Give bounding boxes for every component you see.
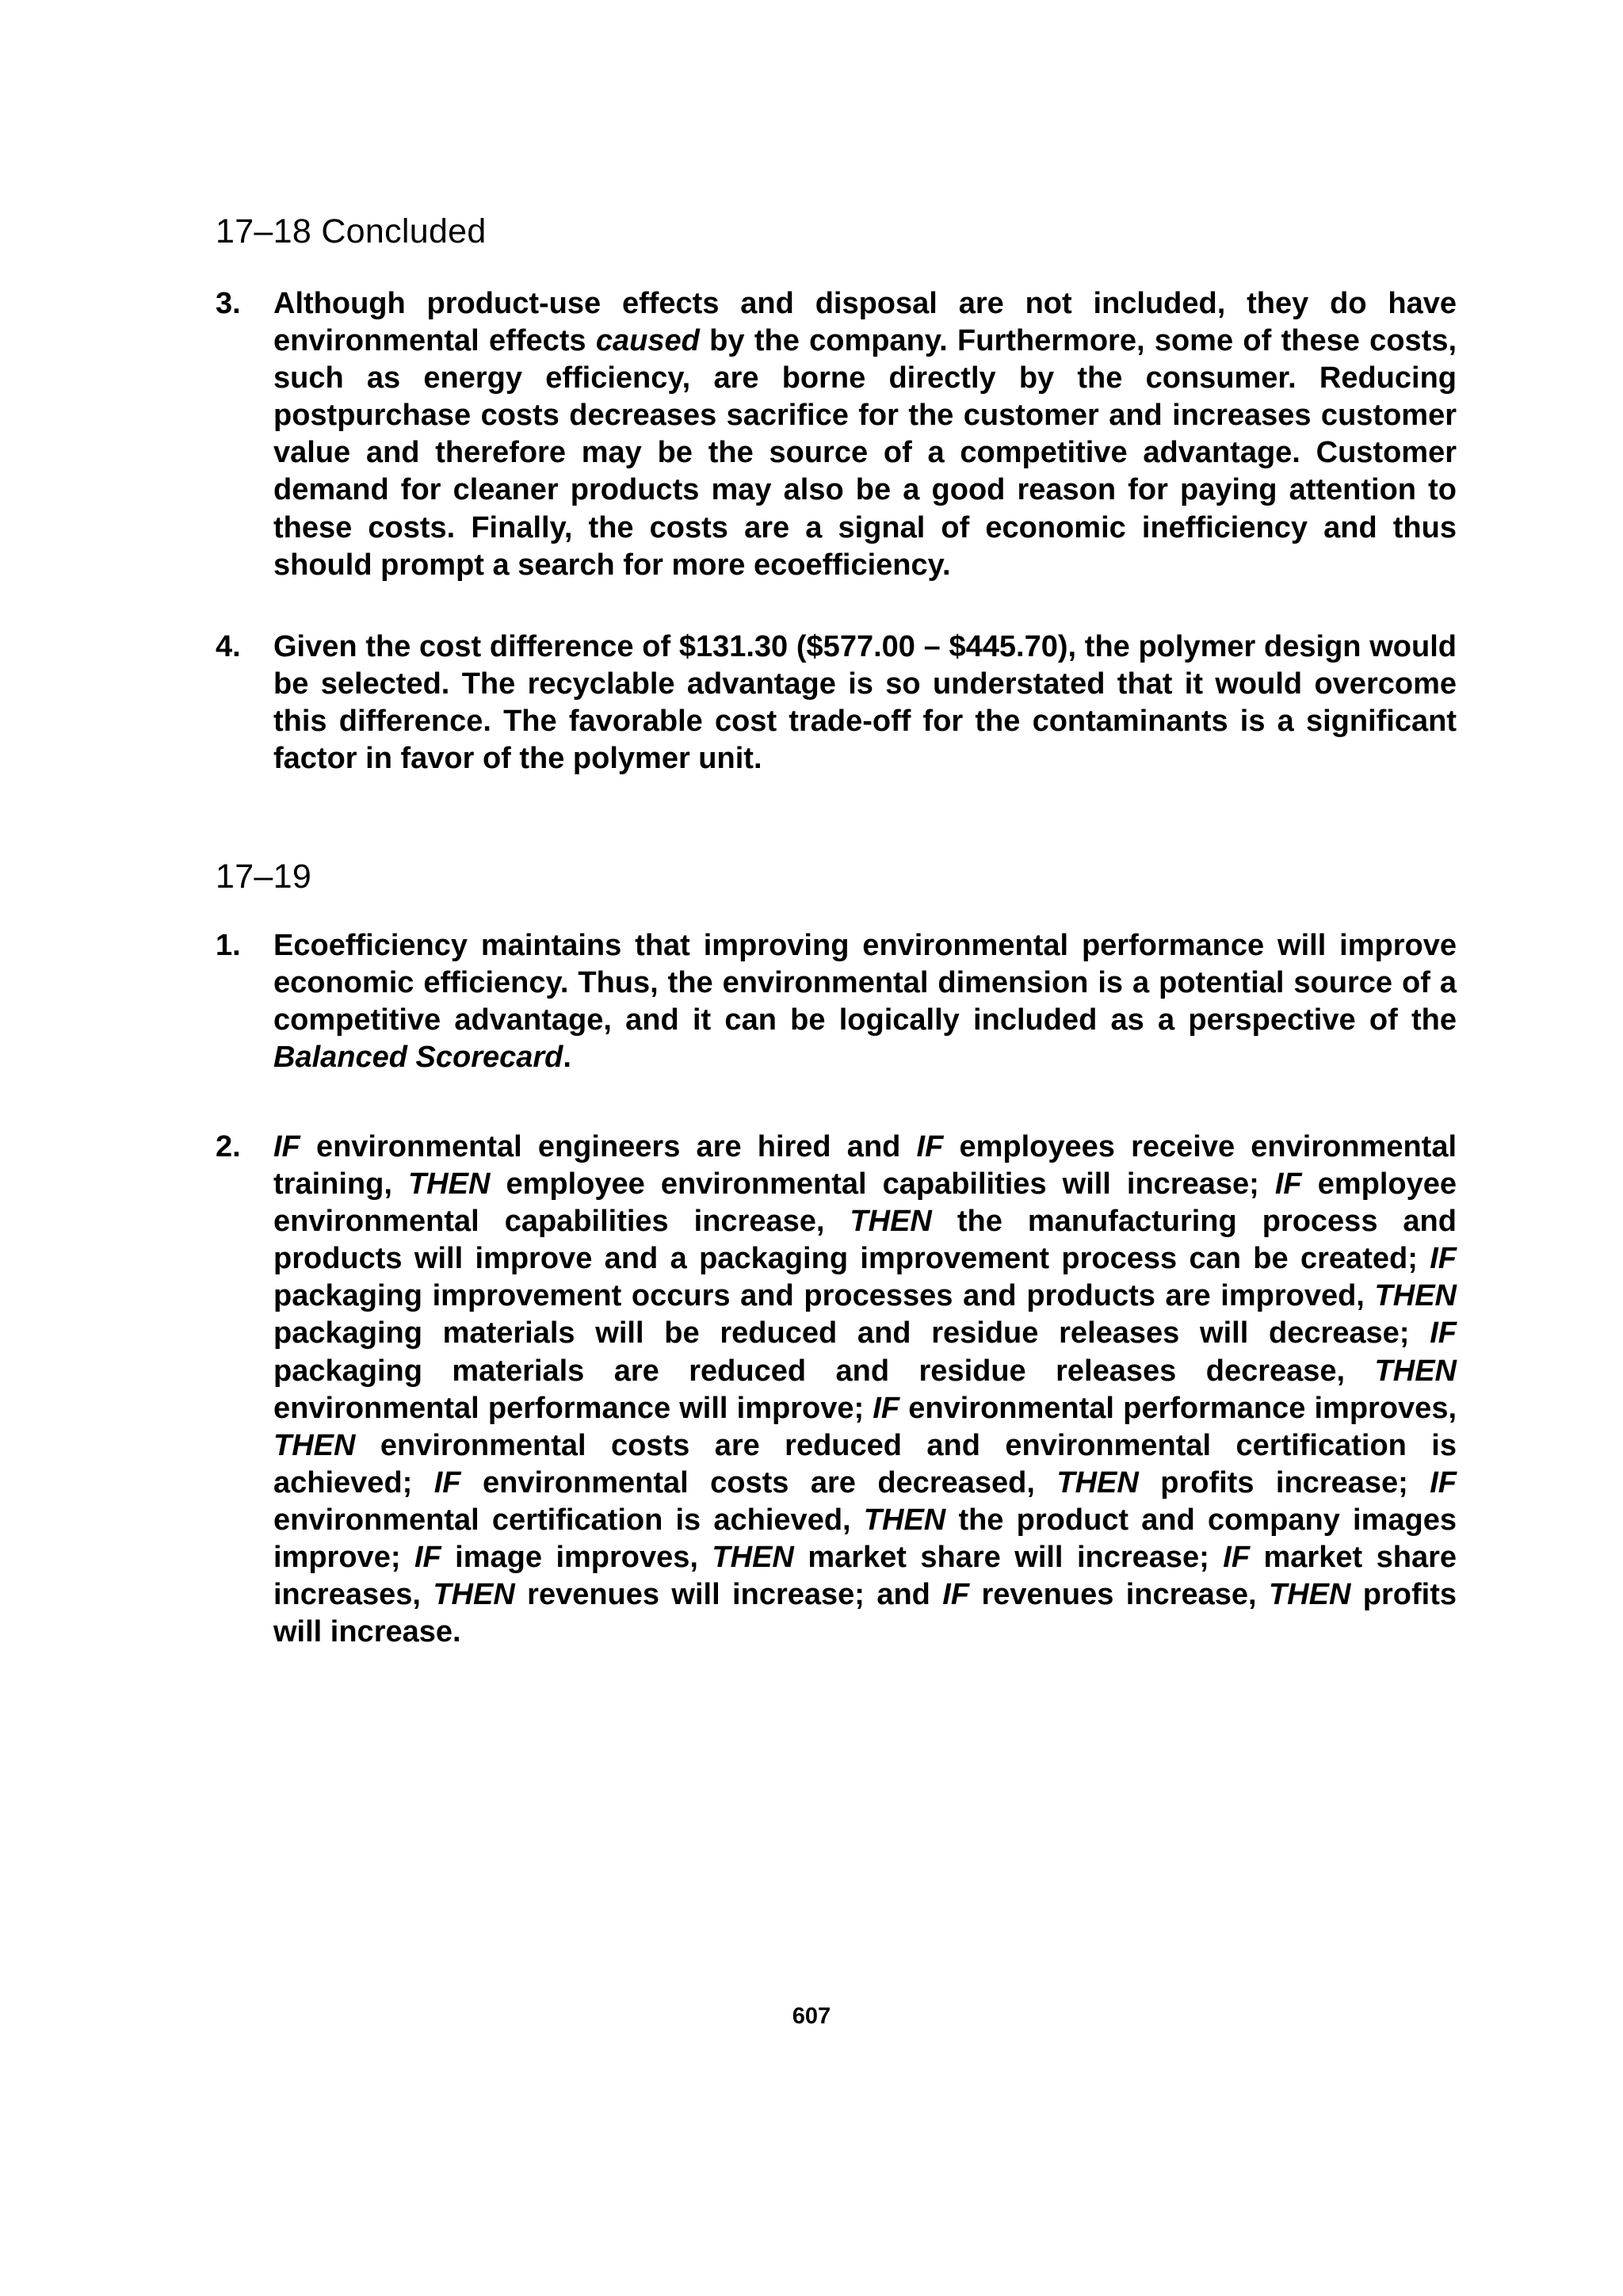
italic-text-segment: IF: [433, 1465, 461, 1499]
text-segment: packaging improvement occurs and processes and products are improved,: [273, 1279, 1375, 1313]
text-segment: employees receive environmental training,: [273, 1130, 1457, 1201]
item-text: [273, 285, 1457, 584]
text-segment: .: [563, 1041, 571, 1075]
item-text: [273, 1129, 1457, 1651]
answer-item-4: [216, 628, 1457, 777]
italic-text-segment: IF: [1430, 1242, 1457, 1276]
italic-text-segment: THEN: [1056, 1465, 1139, 1499]
item-number: 4.: [216, 630, 241, 663]
text-segment: environmental certification is achieved,: [273, 1503, 864, 1537]
italic-text-segment: THEN: [712, 1541, 794, 1575]
italic-text-segment: THEN: [863, 1503, 946, 1537]
italic-text-segment: THEN: [1374, 1279, 1457, 1313]
text-segment: environmental costs are reduced and environmental certification is achieved;: [273, 1428, 1457, 1499]
item-number: 3.: [216, 287, 241, 320]
page-number: 607: [792, 2004, 831, 2029]
italic-text-segment: THEN: [433, 1578, 515, 1612]
text-segment: environmental costs are decreased,: [460, 1465, 1057, 1499]
item-number: 2.: [216, 1130, 241, 1163]
text-segment: Although product-use effects and disposal are not included, they do have environmental effects: [273, 287, 1457, 358]
item-number: 1.: [216, 929, 241, 962]
italic-text-segment: IF: [1274, 1167, 1302, 1201]
answer-item-2: [216, 1129, 1457, 1651]
italic-text-segment: THEN: [850, 1205, 932, 1239]
italic-text-segment: THEN: [1374, 1354, 1457, 1388]
text-segment: image improves,: [441, 1541, 712, 1575]
italic-text-segment: IF: [273, 1130, 300, 1163]
italic-text-segment: IF: [1223, 1541, 1251, 1575]
text-segment: employee environmental capabilities increase,: [273, 1167, 1457, 1239]
italic-text-segment: THEN: [407, 1167, 491, 1201]
text-segment: market share will increase;: [793, 1541, 1224, 1575]
italic-text-segment: IF: [942, 1578, 970, 1612]
italic-text-segment: caused: [595, 324, 700, 358]
section-heading-17-18: 17–18 Concluded: [216, 212, 487, 250]
italic-text-segment: IF: [916, 1130, 944, 1163]
italic-text-segment: IF: [1430, 1316, 1457, 1350]
text-segment: Given the cost difference of $131.30 ($577.00 – $445.70), the polymer design would be selected. The recyclable advantage is so understated that it would overcome this difference. The favorable cost trade-off for the contaminants is a significant factor in favor of the polymer unit.: [273, 630, 1457, 776]
text-segment: by the company. Furthermore, some of these costs, such as energy efficiency, are borne directly by the consumer. Reducing postpurchase costs decreases sacrifice for the customer and increases customer value and therefore may be the source of a competitive advantage. Customer demand for cleaner products may also be a good reason for paying attention to these costs. Finally, the costs are a signal of economic inefficiency and thus should prompt a search for more ecoefficiency.: [273, 324, 1457, 582]
text-segment: profits increase;: [1138, 1465, 1430, 1499]
item-text: [273, 628, 1457, 777]
answer-item-1: [216, 927, 1457, 1076]
italic-text-segment: IF: [1430, 1465, 1457, 1499]
text-segment: revenues will increase; and: [514, 1578, 943, 1612]
text-segment: employee environmental capabilities will increase;: [490, 1167, 1275, 1201]
italic-text-segment: IF: [873, 1391, 900, 1425]
text-segment: the manufacturing process and products will improve and a packaging improvement process can be created;: [273, 1205, 1457, 1276]
italic-text-segment: THEN: [273, 1428, 356, 1462]
italic-text-segment: Balanced Scorecard: [273, 1041, 563, 1075]
text-segment: profits will increase.: [273, 1578, 1457, 1649]
text-segment: revenues increase,: [969, 1578, 1269, 1612]
item-text: [273, 927, 1457, 1076]
text-segment: environmental performance improves,: [899, 1391, 1457, 1425]
text-segment: Ecoefficiency maintains that improving environmental performance will improve economic efficiency. Thus, the environmental dimension is a potential source of a competitive advantage, and it can be logically included as a perspective of the: [273, 929, 1457, 1037]
italic-text-segment: IF: [414, 1541, 441, 1575]
answer-item-3: [216, 285, 1457, 584]
italic-text-segment: THEN: [1268, 1578, 1351, 1612]
text-segment: environmental engineers are hired and: [300, 1130, 917, 1163]
text-segment: the product and company images improve;: [273, 1503, 1457, 1575]
text-segment: market share increases,: [273, 1541, 1457, 1612]
text-segment: packaging materials are reduced and residue releases decrease,: [273, 1354, 1375, 1388]
text-segment: environmental performance will improve;: [273, 1391, 873, 1425]
text-segment: packaging materials will be reduced and residue releases will decrease;: [273, 1316, 1430, 1350]
section-heading-17-19: 17–19: [216, 858, 312, 896]
